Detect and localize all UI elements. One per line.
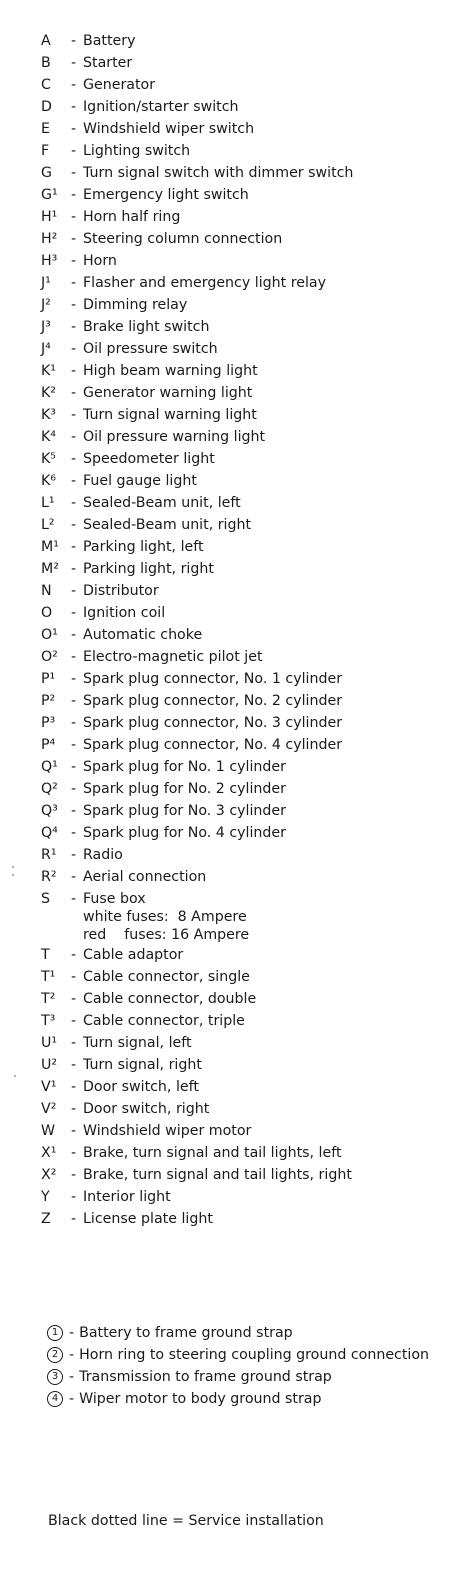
legend-text: Cable connector, single	[83, 969, 250, 985]
legend-item	[41, 1032, 461, 1054]
legend-text: Electro-magnetic pilot jet	[83, 649, 263, 665]
legend-item	[41, 866, 461, 888]
legend-code: T³	[41, 1013, 56, 1029]
legend-item	[41, 448, 461, 470]
legend-item	[41, 602, 461, 624]
legend-dash: -	[71, 715, 77, 731]
legend-item	[41, 944, 461, 966]
legend-text: Cable connector, double	[83, 991, 257, 1007]
legend-item	[41, 1076, 461, 1098]
legend-item	[41, 404, 461, 426]
scan-speck	[12, 866, 14, 868]
legend-item	[41, 228, 461, 250]
legend-code: K³	[41, 407, 56, 423]
component-legend	[41, 30, 461, 1230]
legend-code: F	[41, 143, 50, 159]
legend-code: Q³	[41, 803, 58, 819]
circled-number: 4	[47, 1391, 63, 1407]
legend-dash: -	[71, 825, 77, 841]
legend-item	[41, 712, 461, 734]
legend-dash: -	[71, 99, 77, 115]
legend-text: Spark plug connector, No. 3 cylinder	[83, 715, 343, 731]
legend-item	[41, 1010, 461, 1032]
legend-code: J⁴	[41, 341, 51, 357]
legend-code: J³	[41, 319, 51, 335]
legend-code: Y	[41, 1189, 50, 1205]
legend-code: B	[41, 55, 51, 71]
legend-code: Q²	[41, 781, 58, 797]
legend-code: T	[41, 947, 50, 963]
legend-dash: -	[71, 803, 77, 819]
legend-code: S	[41, 891, 51, 907]
legend-dash: -	[71, 891, 77, 907]
legend-text: Interior light	[83, 1189, 171, 1205]
legend-dash: -	[71, 517, 77, 533]
legend-code: D	[41, 99, 52, 115]
legend-text: Door switch, right	[83, 1101, 210, 1117]
legend-text: Parking light, left	[83, 539, 204, 555]
legend-item	[41, 966, 461, 988]
legend-item	[41, 514, 461, 536]
legend-text: Turn signal switch with dimmer switch	[83, 165, 354, 181]
legend-text: Oil pressure warning light	[83, 429, 266, 445]
ground-strap-list	[47, 1322, 429, 1410]
legend-code: M²	[41, 561, 59, 577]
legend-dash: -	[71, 231, 77, 247]
legend-text: Door switch, left	[83, 1079, 199, 1095]
legend-code: Q⁴	[41, 825, 58, 841]
legend-dash: -	[71, 605, 77, 621]
legend-dash: -	[71, 539, 77, 555]
legend-item	[41, 1164, 461, 1186]
legend-item	[41, 844, 461, 866]
legend-dash: -	[71, 759, 77, 775]
legend-code: O	[41, 605, 53, 621]
legend-code: P¹	[41, 671, 56, 687]
legend-dash: -	[71, 561, 77, 577]
legend-item	[41, 272, 461, 294]
legend-code: Q¹	[41, 759, 58, 775]
legend-text: Speedometer light	[83, 451, 215, 467]
legend-dash: -	[71, 583, 77, 599]
legend-dash: -	[71, 1189, 77, 1205]
legend-text: Brake, turn signal and tail lights, right	[83, 1167, 352, 1183]
legend-code: O²	[41, 649, 58, 665]
legend-dash: -	[71, 947, 77, 963]
legend-code: O¹	[41, 627, 58, 643]
legend-text: Spark plug connector, No. 1 cylinder	[83, 671, 343, 687]
legend-dash: -	[71, 1035, 77, 1051]
legend-code: K¹	[41, 363, 56, 379]
legend-text: Dimming relay	[83, 297, 188, 313]
legend-dash: -	[71, 297, 77, 313]
legend-code: W	[41, 1123, 56, 1139]
legend-dash: -	[71, 275, 77, 291]
legend-item	[41, 140, 461, 162]
scan-speck	[14, 1075, 16, 1077]
legend-item	[41, 1098, 461, 1120]
legend-item	[41, 734, 461, 756]
legend-text: Steering column connection	[83, 231, 283, 247]
legend-text: Turn signal warning light	[83, 407, 257, 423]
legend-dash: -	[71, 319, 77, 335]
legend-item	[41, 316, 461, 338]
legend-code: R²	[41, 869, 57, 885]
circled-number: 3	[47, 1369, 63, 1385]
legend-text: Spark plug for No. 4 cylinder	[83, 825, 286, 841]
legend-item	[41, 536, 461, 558]
legend-text: Starter	[83, 55, 133, 71]
legend-dash: -	[71, 121, 77, 137]
legend-item	[41, 888, 461, 908]
legend-code: P²	[41, 693, 56, 709]
legend-text: Windshield wiper switch	[83, 121, 255, 137]
legend-dash: -	[71, 165, 77, 181]
legend-text: Generator	[83, 77, 156, 93]
legend-text: Spark plug for No. 2 cylinder	[83, 781, 286, 797]
legend-dash: -	[71, 969, 77, 985]
legend-text: Spark plug for No. 1 cylinder	[83, 759, 286, 775]
legend-item	[41, 294, 461, 316]
legend-dash: -	[71, 1211, 77, 1227]
legend-text: Oil pressure switch	[83, 341, 218, 357]
legend-text: Fuel gauge light	[83, 473, 197, 489]
legend-dash: -	[71, 1167, 77, 1183]
legend-code: N	[41, 583, 52, 599]
legend-code: L¹	[41, 495, 55, 511]
legend-text: Generator warning light	[83, 385, 253, 401]
legend-item	[41, 646, 461, 668]
legend-code: H¹	[41, 209, 58, 225]
legend-text: Spark plug connector, No. 4 cylinder	[83, 737, 343, 753]
legend-code: U¹	[41, 1035, 58, 1051]
legend-dash: -	[71, 649, 77, 665]
legend-text: Ignition/starter switch	[83, 99, 239, 115]
legend-dash: -	[71, 627, 77, 643]
legend-item	[41, 118, 461, 140]
legend-text: Radio	[83, 847, 123, 863]
ground-dash: -	[69, 1347, 75, 1363]
legend-code: K²	[41, 385, 56, 401]
legend-text: Cable adaptor	[83, 947, 184, 963]
legend-dash: -	[71, 407, 77, 423]
legend-dash: -	[71, 187, 77, 203]
legend-code: P³	[41, 715, 56, 731]
legend-text: Aerial connection	[83, 869, 207, 885]
legend-text: Battery	[83, 33, 136, 49]
legend-dash: -	[71, 1101, 77, 1117]
legend-dash: -	[71, 869, 77, 885]
legend-item	[41, 206, 461, 228]
legend-dash: -	[71, 33, 77, 49]
ground-dash: -	[69, 1369, 75, 1385]
legend-text: Fuse box	[83, 891, 146, 907]
legend-code: U²	[41, 1057, 58, 1073]
legend-item	[41, 96, 461, 118]
legend-code: R¹	[41, 847, 57, 863]
legend-code: C	[41, 77, 51, 93]
legend-dash: -	[71, 209, 77, 225]
legend-item	[41, 470, 461, 492]
ground-strap-text: Horn ring to steering coupling ground connection	[79, 1347, 430, 1363]
legend-code: H²	[41, 231, 58, 247]
legend-code: A	[41, 33, 51, 49]
legend-dash: -	[71, 385, 77, 401]
legend-dash: -	[71, 781, 77, 797]
legend-code: Z	[41, 1211, 51, 1227]
legend-item	[41, 338, 461, 360]
legend-dash: -	[71, 847, 77, 863]
legend-dash: -	[71, 1057, 77, 1073]
legend-code: V¹	[41, 1079, 57, 1095]
legend-item	[41, 492, 461, 514]
legend-dash: -	[71, 77, 77, 93]
legend-code: G	[41, 165, 52, 181]
legend-text: Brake light switch	[83, 319, 210, 335]
legend-code: G¹	[41, 187, 58, 203]
ground-dash: -	[69, 1325, 75, 1341]
legend-code: K⁴	[41, 429, 56, 445]
legend-code: H³	[41, 253, 58, 269]
legend-code: J²	[41, 297, 51, 313]
legend-item	[41, 1054, 461, 1076]
legend-code: K⁶	[41, 473, 56, 489]
legend-dash: -	[71, 1079, 77, 1095]
footnote: Black dotted line = Service installation	[48, 1513, 324, 1529]
legend-text: License plate light	[83, 1211, 213, 1227]
legend-code: M¹	[41, 539, 59, 555]
legend-text: Distributor	[83, 583, 159, 599]
legend-text: Horn half ring	[83, 209, 181, 225]
legend-item	[41, 558, 461, 580]
legend-item	[41, 756, 461, 778]
legend-item	[41, 250, 461, 272]
fuse-rating-line: white fuses: 8 Ampere	[83, 909, 247, 925]
scan-speck	[12, 874, 14, 876]
legend-item	[41, 52, 461, 74]
legend-code: J¹	[41, 275, 51, 291]
ground-strap-text: Wiper motor to body ground strap	[79, 1391, 322, 1407]
legend-item	[41, 1120, 461, 1142]
legend-text: Flasher and emergency light relay	[83, 275, 326, 291]
legend-item	[41, 184, 461, 206]
legend-text: Ignition coil	[83, 605, 166, 621]
legend-item	[41, 668, 461, 690]
legend-item	[41, 1208, 461, 1230]
legend-item	[41, 988, 461, 1010]
legend-code: E	[41, 121, 50, 137]
legend-code: T²	[41, 991, 56, 1007]
legend-dash: -	[71, 991, 77, 1007]
legend-text: Lighting switch	[83, 143, 191, 159]
legend-dash: -	[71, 253, 77, 269]
legend-text: Emergency light switch	[83, 187, 249, 203]
legend-text: Spark plug connector, No. 2 cylinder	[83, 693, 343, 709]
legend-dash: -	[71, 143, 77, 159]
legend-item	[41, 580, 461, 602]
legend-item	[41, 1186, 461, 1208]
legend-code: P⁴	[41, 737, 56, 753]
legend-text: Parking light, right	[83, 561, 214, 577]
legend-item	[41, 162, 461, 184]
legend-item	[41, 822, 461, 844]
legend-text: Turn signal, right	[83, 1057, 202, 1073]
legend-item	[41, 360, 461, 382]
legend-code: K⁵	[41, 451, 56, 467]
legend-code: X²	[41, 1167, 57, 1183]
ground-strap-item	[47, 1344, 429, 1366]
legend-item	[41, 690, 461, 712]
legend-text: Sealed-Beam unit, right	[83, 517, 252, 533]
legend-item	[41, 30, 461, 52]
legend-item	[41, 624, 461, 646]
legend-text: Turn signal, left	[83, 1035, 192, 1051]
ground-strap-item	[47, 1322, 429, 1344]
legend-text: Horn	[83, 253, 117, 269]
legend-dash: -	[71, 1123, 77, 1139]
legend-code: L²	[41, 517, 55, 533]
circled-number: 2	[47, 1347, 63, 1363]
legend-dash: -	[71, 451, 77, 467]
legend-text: Brake, turn signal and tail lights, left	[83, 1145, 342, 1161]
ground-strap-text: Battery to frame ground strap	[79, 1325, 293, 1341]
legend-dash: -	[71, 341, 77, 357]
legend-item	[41, 382, 461, 404]
legend-item	[41, 800, 461, 822]
legend-text: High beam warning light	[83, 363, 258, 379]
legend-text: Windshield wiper motor	[83, 1123, 252, 1139]
legend-item	[41, 778, 461, 800]
legend-dash: -	[71, 737, 77, 753]
ground-strap-item	[47, 1388, 429, 1410]
legend-text: Spark plug for No. 3 cylinder	[83, 803, 286, 819]
legend-code: V²	[41, 1101, 57, 1117]
legend-text: Sealed-Beam unit, left	[83, 495, 241, 511]
ground-dash: -	[69, 1391, 75, 1407]
fuse-rating-line: red fuses: 16 Ampere	[83, 927, 250, 943]
legend-dash: -	[71, 55, 77, 71]
legend-item	[41, 74, 461, 96]
legend-text: Cable connector, triple	[83, 1013, 245, 1029]
legend-dash: -	[71, 693, 77, 709]
legend-code: X¹	[41, 1145, 57, 1161]
legend-dash: -	[71, 495, 77, 511]
legend-item	[41, 1142, 461, 1164]
legend-dash: -	[71, 363, 77, 379]
ground-strap-item	[47, 1366, 429, 1388]
legend-dash: -	[71, 1145, 77, 1161]
legend-code: T¹	[41, 969, 56, 985]
ground-strap-text: Transmission to frame ground strap	[79, 1369, 332, 1385]
legend-dash: -	[71, 429, 77, 445]
legend-text: Automatic choke	[83, 627, 203, 643]
legend-item	[41, 426, 461, 448]
legend-dash: -	[71, 1013, 77, 1029]
legend-dash: -	[71, 671, 77, 687]
circled-number: 1	[47, 1325, 63, 1341]
legend-dash: -	[71, 473, 77, 489]
